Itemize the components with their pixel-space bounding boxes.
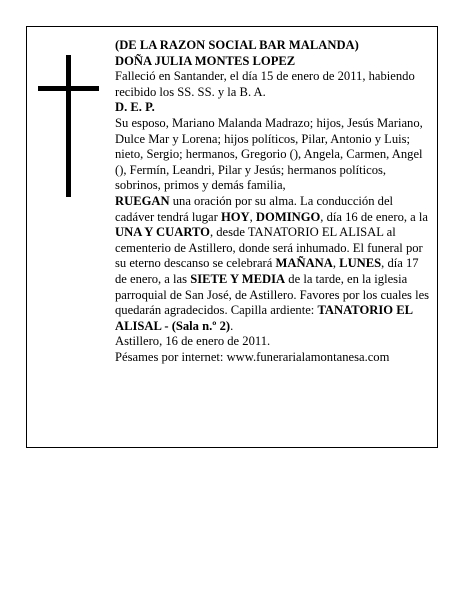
ceremony-text-4: , día 17 de enero, a las — [115, 256, 419, 286]
lunes-text: LUNES — [339, 256, 382, 271]
funeral-time: SIETE Y MEDIA — [190, 271, 286, 286]
chapel-name: TANATORIO EL ALISAL - (Sala n.º 2) — [115, 303, 413, 333]
manana-text: MAÑANA — [275, 256, 333, 271]
ceremony-comma-1: , — [249, 209, 256, 224]
dep-line: D. E. P. — [115, 100, 155, 115]
ceremony-comma-2: , — [332, 256, 340, 271]
company-line: (DE LA RAZON SOCIAL BAR MALANDA) — [115, 38, 359, 52]
cross-icon — [66, 55, 71, 197]
condolences-line: Pésames por internet: www.funerarialamontanesa.com — [115, 349, 390, 364]
death-notice: Falleció en Santander, el día 15 de enero de 2011, habiendo recibido los SS. SS. y la B. A. — [115, 69, 415, 99]
ceremony-text-3: , desde TANATORIO EL ALISAL al cementerio de Astillero, donde será inhumado. El funeral por su eterno descanso se celebrará — [115, 225, 423, 271]
ruegan-text: RUEGAN — [115, 193, 170, 208]
hoy-text: HOY — [220, 209, 250, 224]
burial-time: UNA Y CUARTO — [115, 225, 210, 240]
ceremony-text-1: una oración por su alma. La conducción del cadáver tendrá lugar — [115, 193, 394, 224]
ceremony-text-2: , día 16 de enero, a la — [320, 209, 428, 224]
obituary-text — [115, 38, 433, 365]
domingo-text: DOMINGO — [255, 209, 321, 224]
ceremony-details — [115, 194, 433, 334]
place-date: Astillero, 16 de enero de 2011. — [115, 334, 271, 349]
deceased-name: DOÑA JULIA MONTES LOPEZ — [115, 53, 296, 68]
ceremony-end: . — [230, 318, 234, 333]
ceremony-text-5: de la tarde, en la iglesia parroquial de San José, de Astillero. Favores por los cuales les quedarán agradecidos. Capilla ardiente: — [115, 271, 430, 318]
family-list: Su esposo, Mariano Malanda Madrazo; hijos, Jesús Mariano, Dulce Mar y Lorena; hijos políticos, Pilar, Antonio y Luis; nieto, Sergio; hermanos, Gregorio (), Angela, Carmen, Angel (), Fermín, Leandri, Pilar y Jesús; hermanos políticos, sobrinos, primos y demás familia, — [115, 115, 423, 193]
cross-icon-bar — [38, 86, 99, 91]
